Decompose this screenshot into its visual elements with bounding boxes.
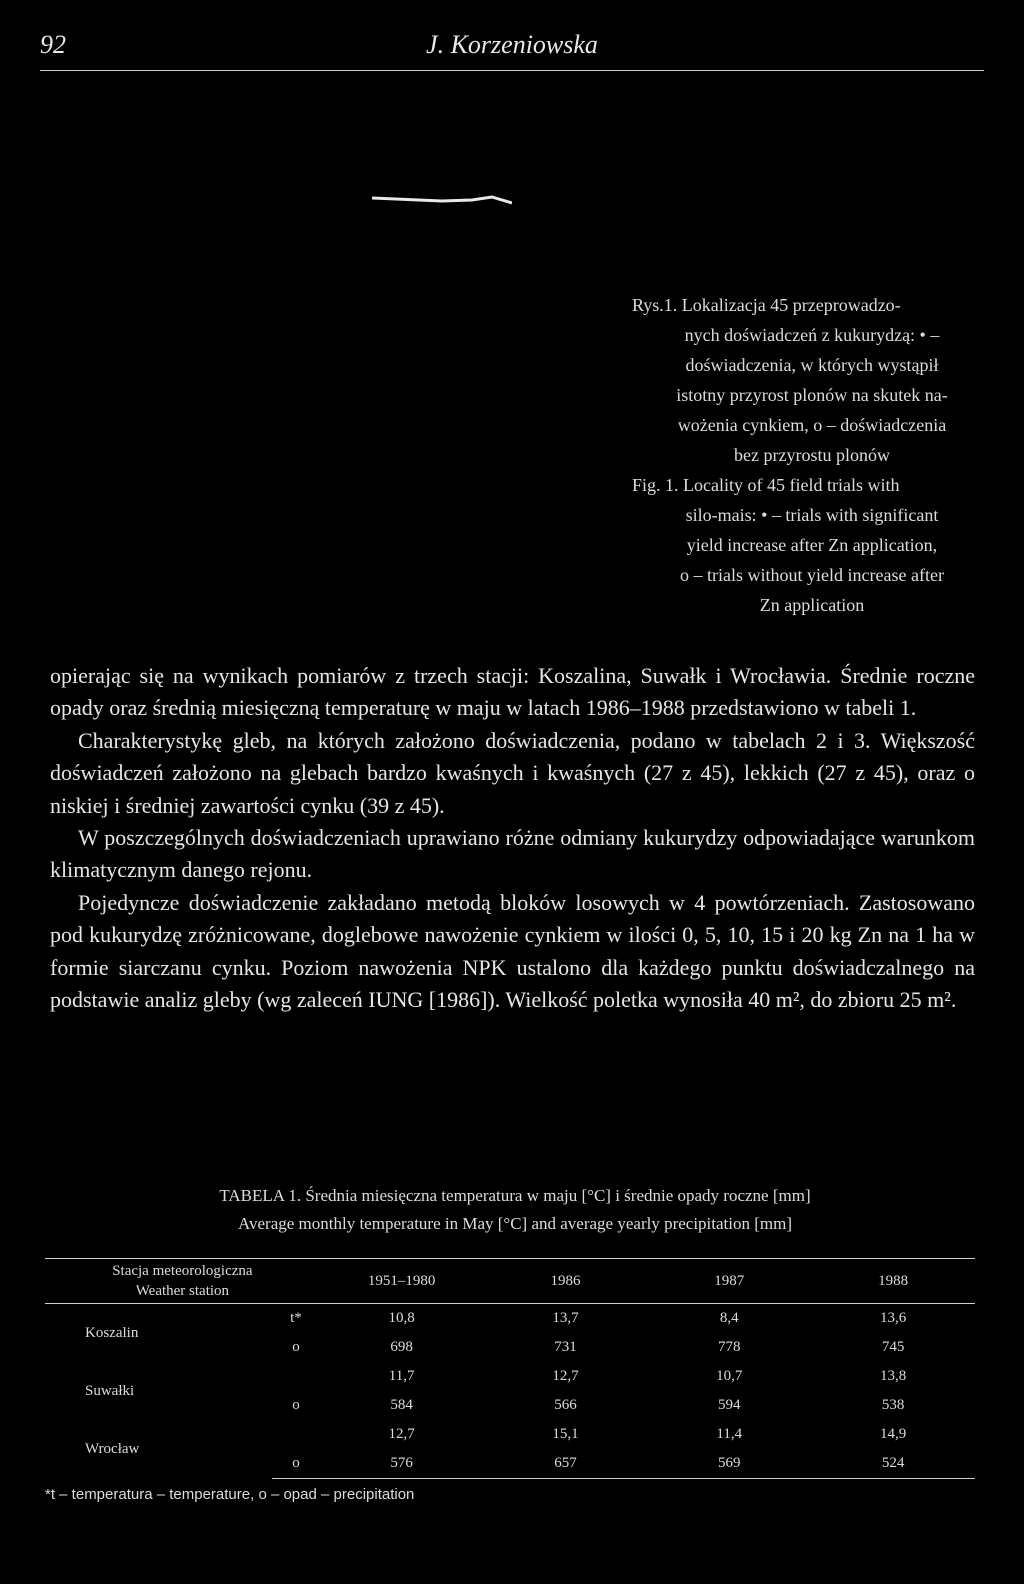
caption-pl-line: nych doświadczeń z kukurydzą: • – [684,325,940,345]
table-cell: 10,8 [388,1310,415,1326]
table-footnote: *t – temperatura – temperature, o – opad – precipitation [45,1486,415,1503]
row-kind-label [272,1420,320,1449]
body-paragraph: Pojedyncze doświadczenie zakładano metodą bloków losowych w 4 powtórzeniach. Zastosowano pod kukurydzę zróżnicowane, doglebowe nawożenie cynkiem w ilości 0, 5, 10, 15 i 20 kg Zn na 1 ha w formie siarczanu cynku. Poziom nawożenia NPK ustalono dla każdego punktu doświadczalnego na podstawie analiz gleby (wg zaleceń IUNG [1986]). Wielkość poletka wynosiła 40 m², do zbioru 25 m². [50,889,975,1013]
page-number: 92 [40,30,66,59]
period-header: 1986 [484,1259,648,1304]
table-cell: 731 [554,1339,577,1355]
table-header-row [45,1259,975,1304]
caption-en-line: Fig. 1. Locality of 45 field trials with [632,475,900,495]
table-row [45,1362,975,1391]
table-cell: 745 [881,1339,905,1355]
table-cell: 538 [881,1397,905,1413]
table-cell: 566 [554,1397,577,1413]
table-cell: 13,7 [552,1310,579,1326]
period-header: 1951–1980 [320,1259,484,1304]
running-title-author: J. Korzeniowska [426,30,598,59]
row-kind-label: o [292,1339,300,1355]
table-caption-pl: TABELA 1. Średnia miesięczna temperatura w maju [°C] i średnie opady roczne [mm] [219,1186,811,1205]
table-cell: 8,4 [719,1310,739,1326]
map-fragment [372,194,512,208]
caption-pl-line: bez przyrostu plonów [734,445,890,465]
table-cell: 569 [647,1449,811,1479]
period-header: 1988 [811,1259,975,1304]
table-cell: 11,4 [716,1426,743,1442]
caption-en-line: yield increase after Zn application, [686,535,938,555]
caption-en-line: silo-mais: • – trials with significant [685,505,939,525]
table-row [45,1304,975,1334]
caption-en-line: o – trials without yield increase after [680,565,944,585]
figure-caption [632,290,992,620]
page-header [40,30,984,71]
table-cell: 11,7 [388,1368,415,1384]
table-cell: 576 [320,1449,484,1479]
table-cell: 10,7 [716,1368,743,1384]
table-cell: 584 [390,1397,413,1413]
station-header-pl: Stacja meteorologiczna [112,1263,253,1279]
row-kind-label: o [272,1449,320,1479]
row-kind-label [272,1362,320,1391]
station-name: Wrocław [85,1440,140,1457]
table-cell: 698 [390,1339,413,1355]
table-caption-en: Average monthly temperature in May [°C] and average yearly precipitation [mm] [237,1214,793,1233]
table-cell: 13,8 [879,1368,907,1384]
table-cell: 12,7 [552,1368,579,1384]
table-cell: 15,1 [552,1426,579,1442]
body-text [50,660,975,1016]
row-kind-label: o [292,1397,300,1413]
caption-pl-line: Rys.1. Lokalizacja 45 przeprowadzo- [632,295,901,315]
weather-table [45,1258,975,1479]
station-name: Koszalin [85,1324,139,1341]
table-cell: 12,7 [388,1426,415,1442]
caption-en-line: Zn application [759,595,865,615]
table-cell: 778 [717,1339,741,1355]
caption-pl-line: wożenia cynkiem, o – doświadczenia [677,415,947,435]
body-paragraph: Charakterystykę gleb, na których założono doświadczenia, podano w tabelach 2 i 3. Większość doświadczeń założono na glebach bardzo kwaśnych i kwaśnych (27 z 45), lekkich (27 z 45), oraz o niskiej i średniej zawartości cynku (39 z 45). [50,727,975,818]
station-header-en: Weather station [135,1283,230,1299]
table-cell: 13,6 [879,1310,907,1326]
period-header: 1987 [647,1259,811,1304]
body-paragraph: opierając się na wynikach pomiarów z trzech stacji: Koszalina, Suwałk i Wrocławia. Średnie roczne opady oraz średnią miesięczną temperaturę w maju w latach 1986–1988 przedstawiono w tabeli 1. [50,663,975,721]
row-kind-label: t* [290,1310,302,1326]
body-paragraph: W poszczególnych doświadczeniach uprawiano różne odmiany kukurydzy odpowiadające warunkom klimatycznym danego rejonu. [50,825,975,883]
station-name: Suwałki [85,1382,135,1399]
caption-pl-line: istotny przyrost plonów na skutek na- [676,385,948,405]
table-cell: 594 [717,1397,741,1413]
table-cell: 14,9 [879,1426,907,1442]
table-cell: 657 [484,1449,648,1479]
table-row [45,1420,975,1449]
table-caption [95,1182,935,1238]
station-column-header [45,1259,320,1304]
caption-pl-line: doświadczenia, w których wystąpił [685,355,939,375]
table-cell: 524 [811,1449,975,1479]
